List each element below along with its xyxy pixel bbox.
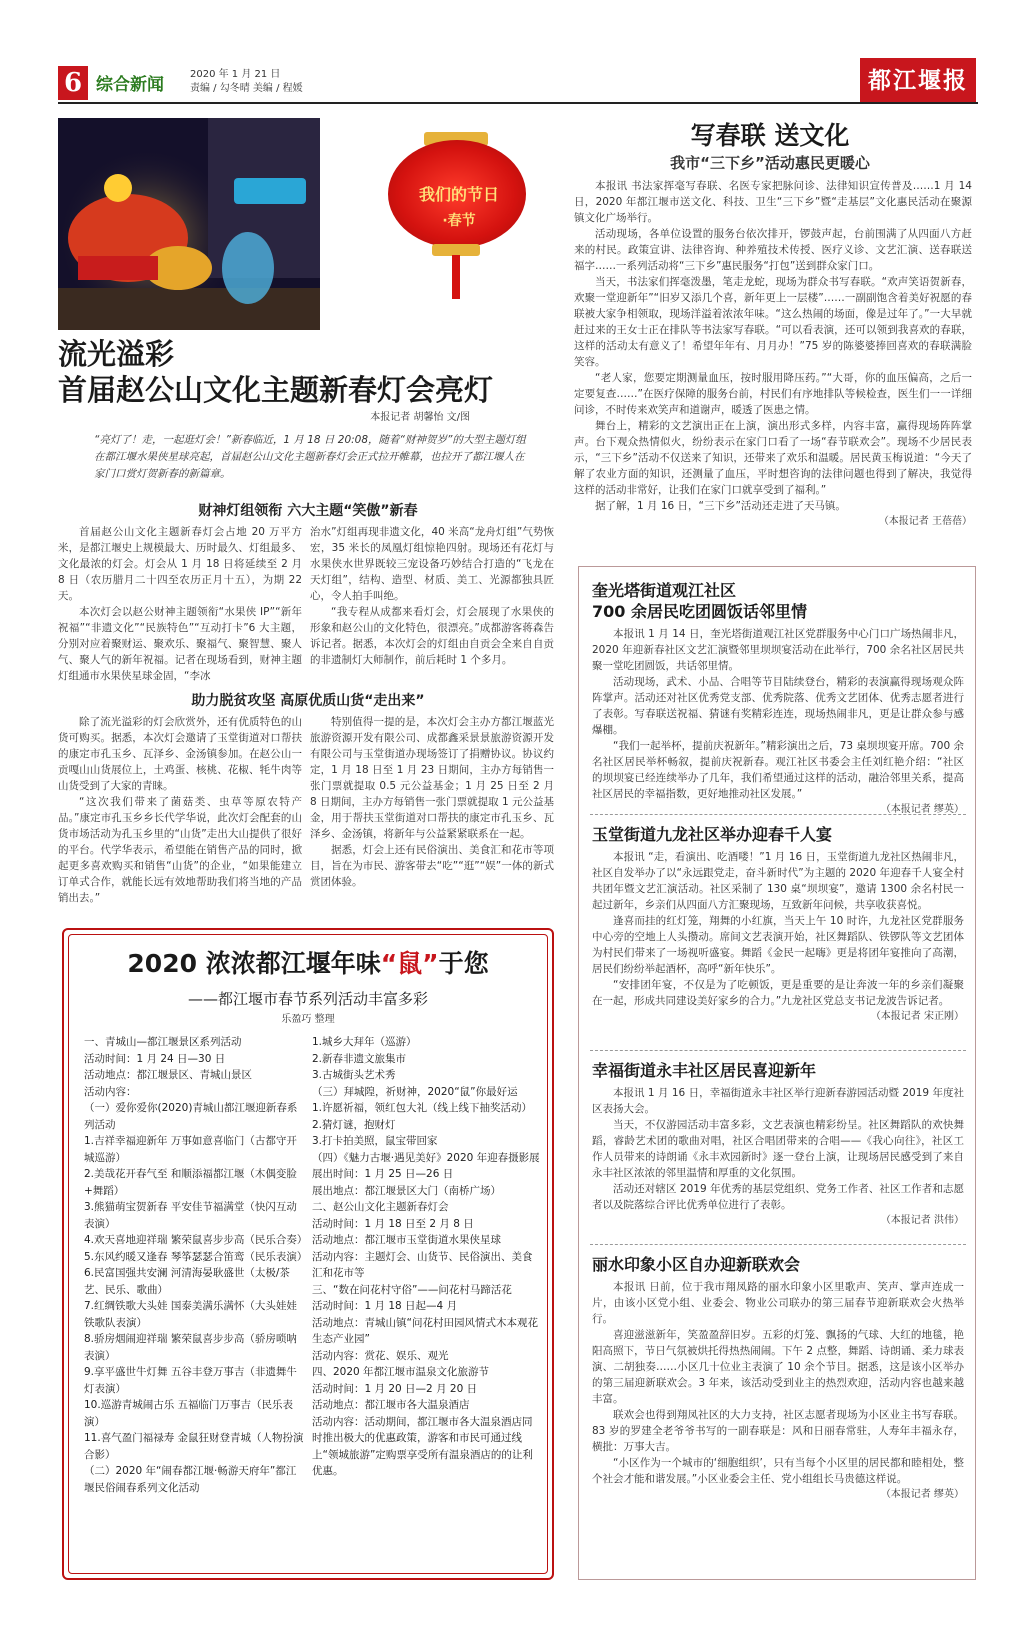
event-line: 5.东风约暖又逢春 琴筝瑟瑟合笛鸾（民乐表演） — [84, 1250, 308, 1263]
event-line: 8.骄房烟闹迎祥瑞 繁荣鼠喜步步高（骄房唢呐表演） — [84, 1333, 297, 1362]
title-highlight: “鼠” — [380, 949, 439, 978]
feature-col-2 — [310, 524, 554, 668]
feature-headline — [58, 336, 558, 408]
paragraph: 治水”灯组再现非遗文化，40 米高“龙舟灯组”气势恢宏，35 米长的凤凰灯组惊艳四射。现场还有花灯与水果侠水世界既较三宠设备巧妙结合打造的“飞龙在天灯组”，结构、造型、材质、美工、光源都独具匠心，令人拍手叫绝。 — [310, 526, 554, 602]
byline: （本报记者 王蓓蓓） — [878, 516, 972, 527]
article-body — [574, 178, 972, 530]
paragraph: 活动现场，各单位设置的服务台依次排开，锣鼓声起，台前围满了从四面八方赶来的村民。政策宣讲、法律咨询、种养殖技术传授、医疗义诊、文艺汇演、送春联送福字……一系列活动将“三下乡”惠民服务“打包”送到群众家门口。 — [574, 228, 972, 272]
event-line: 3.打卡拍美照，鼠宝带回家 — [312, 1135, 438, 1147]
feature-col-4 — [310, 714, 554, 890]
events-col-right — [312, 1034, 542, 1480]
paragraph: 活动还对辖区 2019 年优秀的基层党组织、党务工作者、社区工作者和志愿者以及院落综合评比优秀单位进行了表彰。 — [592, 1183, 964, 1211]
story-lishui — [592, 1254, 964, 1503]
byline: （本报记者 洪伟） — [880, 1215, 964, 1226]
event-line: （四）《魅力古堰·遇见美好》2020 年迎春摄影展 — [312, 1151, 540, 1164]
title-part: 2020 浓浓都江堰年味 — [127, 949, 381, 978]
lantern-tassel — [452, 255, 460, 299]
event-line: 1.吉祥幸福迎新年 万事如意喜临门（古都守开城巡游） — [84, 1135, 297, 1164]
event-line: 活动地点：青城山镇“问花村田园风情式木本观花生态产业园” — [312, 1316, 538, 1345]
feature-headline-line2: 首届赵公山文化主题新春灯会亮灯 — [58, 373, 494, 407]
lantern-text-2: ·春节 — [442, 213, 476, 229]
story-body — [592, 626, 964, 818]
story-yongfeng — [592, 1060, 964, 1229]
event-line: 活动时间：1 月 20 日—2 月 20 日 — [312, 1382, 478, 1395]
section-name: 综合新闻 — [96, 75, 164, 95]
paragraph: 本次灯会以赵公财神主题领衔“水果侠 IP”“新年祝福”“非遗文化”“民族特色”“互动打卡”6 大主题，分别对应着聚财运、聚欢乐、聚福气、聚智慧、聚人气、聚人气的新年祝福。记者在现场看到，财神主题灯组通市水果侠星球金固，“李冰 — [58, 606, 302, 682]
event-line: 9.享平盛世牛灯舞 五谷丰登万事吉（非遗舞牛灯表演） — [84, 1366, 297, 1395]
feature-credit: 本报记者 胡馨怡 文/图 — [370, 412, 470, 423]
paragraph: 喜迎滋滋新年，笑盈盈辞旧岁。五彩的灯笼、飘扬的气球、大红的地毯，艳阳高照下，节日气氛被烘托得热热闹闹。下午 2 点整，舞蹈、诗朗诵、柔力球表演、二胡独奏……小区几十位业主表演了 10 余个节目。据悉，这是该小区举办的第三届迎新联欢会。3 年来，该活动受到业主的热烈欢迎，活动内容也越来越丰富。 — [592, 1329, 964, 1405]
byline: （本报记者 宋正刚） — [870, 1011, 964, 1022]
event-line: 6.民富国强共安澜 河清海晏耿盛世（太极/茶艺、民乐、歌曲） — [84, 1267, 290, 1296]
feature-col-3 — [58, 714, 302, 906]
lantern-text-1: 我们的节日 — [418, 185, 499, 204]
event-line: 2.美哉花开春气至 和顺添福都江堰（木偶变脸+舞蹈） — [84, 1168, 297, 1197]
event-line: 3.古城街头艺术秀 — [312, 1069, 396, 1081]
paragraph: 联欢会也得到翔凤社区的大力支持，社区志愿者现场为小区业主书写春联。83 岁的罗建全老爷爷书写的一副春联是：风和日丽春常驻，人寿年丰福永存，横批：万事大吉。 — [592, 1409, 964, 1453]
story-title: 玉堂街道九龙社区举办迎春千人宴 — [592, 825, 833, 844]
feature-col-1 — [58, 524, 302, 684]
paragraph: “老人家，您要定期测量血压，按时服用降压药。”“大哥，你的血压偏高，之后一定要复查……”在医疗保障的服务台前，村民们有序地排队等候检查，医生们一一详细问诊，不时传来欢笑声和道谢声，暖透了医患之情。 — [574, 372, 972, 416]
paragraph: 本报讯 日前，位于我市翔凤路的丽水印象小区里歌声、笑声、掌声连成一片，由该小区党小组、业委会、物业公司联办的第三届春节迎新联欢会火热举行。 — [592, 1281, 964, 1325]
story-body — [592, 1279, 964, 1503]
event-line: 活动时间：1 月 18 日起—4 月 — [312, 1300, 458, 1312]
feature-lead: “亮灯了！走，一起逛灯会！”新春临近，1 月 18 日 20:08，随着“财神贺岁”的大型主题灯组在都江堰水果侠星球亮起，首届赵公山文化主题新春灯会正式拉开帷幕，也拉开了都江堰人在家门口赏灯贺新春的新篇章。 — [94, 434, 526, 480]
events-box-author: 乐盈巧 整理 — [281, 1014, 335, 1025]
event-line: 2.新春非遗文旅集市 — [312, 1052, 407, 1065]
story-title: 丽水印象小区自办迎新联欢会 — [592, 1255, 801, 1274]
article-subtitle: 我市“三下乡”活动惠民更暖心 — [670, 154, 870, 172]
story-body — [592, 849, 964, 1025]
story-guanjiang — [592, 580, 964, 818]
event-line: 1.城乡大拜年（巡游） — [312, 1036, 417, 1048]
paragraph: 据了解，1 月 16 日，“三下乡”活动还走进了天马镇。 — [595, 500, 846, 512]
page-number: 6 — [58, 66, 88, 100]
lantern-festival-photo — [58, 118, 320, 330]
editors: 责编 / 勾冬晴 美编 / 程媛 — [190, 83, 303, 94]
paragraph: “这次我们带来了菌菇类、虫草等原农特产品。”康定市孔玉乡乡长代学华说，此次灯会配套的山货市场活动为孔玉乡里的“山货”走出大山提供了很好的平台。代学华表示，希望能在销售产品的同时，掀起更多喜欢购买和销售“山货”的企业，“如果能建立订单式合作，就能长远有效地帮助我们将当地的产品销出去。” — [58, 796, 302, 904]
paragraph: 舞台上，精彩的文艺演出正在上演，演出形式多样，内容丰富，赢得现场阵阵掌声。台下观众热情似火，纷纷表示在家门口看了一场“春节联欢会”。现场不少居民表示，“三下乡”活动不仅送来了知识，还带来了欢乐和温暖。居民黄玉梅说道：“今天了解了农业方面的知识，还测量了血压，平时想咨询的法律问题也得到了解决，我觉得这样的活动非常好，让我们在家门口就享受到了福利。” — [574, 420, 972, 496]
paragraph: 本报讯 1 月 14 日，奎光塔街道观江社区党群服务中心门口广场热闹非凡，2020 年迎新春社区文艺汇演暨邻里坝坝宴活动在此举行，700 余名社区居民共聚一堂吃团圆饭，共话邻里情。 — [592, 628, 964, 672]
event-line: 4.欢天喜地迎祥瑞 繁荣鼠喜步步高（民乐合奏） — [84, 1234, 308, 1246]
event-line: 活动时间：1 月 24 日—30 日 — [84, 1052, 226, 1065]
paragraph: 活动现场，武术、小品、合唱等节目陆续登台，精彩的表演赢得现场观众阵阵掌声。活动还对社区优秀党支部、优秀院落、优秀文艺团体、优秀志愿者进行了表彰。写春联送祝福、猜谜有奖精彩连连，现场热闹非凡，更是让群众参与感爆棚。 — [592, 676, 964, 736]
event-line: 活动内容：赏花、娱乐、观光 — [312, 1349, 449, 1362]
masthead-logo: 都江堰报 — [860, 58, 976, 104]
issue-date-editors — [190, 68, 303, 96]
divider — [590, 1050, 966, 1051]
divider — [590, 1244, 966, 1245]
events-box-title — [70, 944, 546, 980]
event-line: 3.熊猫萌宝贺新春 平安佳节福满堂（快闪互动表演） — [84, 1201, 297, 1230]
event-line: 活动时间：1 月 18 日至 2 月 8 日 — [312, 1217, 474, 1230]
story-title: 幸福街道永丰社区居民喜迎新年 — [592, 1061, 817, 1080]
article-title: 写春联 送文化 — [690, 121, 850, 150]
story-title: 奎光塔街道观江社区 — [592, 581, 737, 600]
photo-illustration — [58, 118, 320, 330]
event-line: 一、青城山—都江堰景区系列活动 — [84, 1036, 242, 1048]
event-line: 1.许愿祈福，领红包大礼（线上线下抽奖活动） — [312, 1102, 533, 1114]
event-line: 活动地点：都江堰景区、青城山景区 — [84, 1069, 252, 1081]
feature-subhead-1: 财神灯组领衔 六大主题“笑傲”新春 — [198, 503, 418, 519]
event-line: 2.猜灯谜，抱财灯 — [312, 1118, 396, 1131]
event-line: 11.喜气盈门福禄寿 金鼠狂财登青城（人物扮演合影） — [84, 1432, 304, 1461]
paragraph: 据悉，灯会上还有民俗演出、美食汇和花市等项目，旨在为市民、游客带去“吃”“逛”“娱”一体的新式赏团体验。 — [310, 844, 554, 888]
paragraph: “安排团年宴，不仅是为了吃顿饭，更是重要的是让奔波一年的乡亲们凝聚在一起，形成共同建设美好家乡的合力。”九龙社区党总支书记龙波告诉记者。 — [592, 979, 964, 1007]
event-line: 展出时间：1 月 25 日—26 日 — [312, 1168, 454, 1180]
paragraph: “我们一起举杯，提前庆祝新年。”精彩演出之后，73 桌坝坝宴开席。700 余名社区居民举杯畅叙，提前庆祝新春。观江社区书委会主任刘红艳介绍：“社区的坝坝宴已经连续举办了几年，我们希望通过这样的活动，融洽邻里关系，提高社区居民的幸福指数，更好地推动社区发展。” — [592, 740, 964, 800]
event-line: 二、赵公山文化主题新春灯会 — [312, 1201, 449, 1213]
paragraph: 逢喜而挂的红灯笼，翔舞的小红旗，当天上午 10 时许，九龙社区党群服务中心旁的空地上人头攒动。席间文艺表演开始，社区舞蹈队、铁锣队等文艺团体为村民们带来了一场视听盛宴。舞蹈《金民一起嗨》更是将团年宴推向了高潮，居民们纷纷举起酒杯，高呼“新年快乐”。 — [592, 915, 964, 975]
paragraph: 本报讯 书法家挥毫写春联、名医专家把脉问诊、法律知识宣传普及……1 月 14 日，2020 年都江堰市送文化、科技、卫生“三下乡”暨“走基层”文化惠民活动在聚源镇文化广场举行。 — [574, 180, 972, 224]
event-line: 活动地点：都江堰市各大温泉酒店 — [312, 1399, 470, 1411]
event-line: 10.巡游青城闹古乐 五福临门万事吉（民乐表演） — [84, 1399, 294, 1428]
feature-subhead-2: 助力脱贫攻坚 高原优质山货“走出来” — [191, 693, 425, 709]
divider — [590, 814, 966, 815]
event-line: 展出地点：都江堰景区大门（南桥广场） — [312, 1184, 501, 1197]
event-line: 活动地点：都江堰市玉堂街道水果侠星球 — [312, 1234, 501, 1246]
story-jiulong — [592, 824, 964, 1025]
paragraph: “我专程从成都来看灯会，灯会展现了水果侠的形象和赵公山的文化特色，很漂亮。”成都游客蒋森告诉记者。据悉，本次灯会的灯组由自贡会全来自自贡的非遗制灯大师制作，前后耗时 1 个多月。 — [310, 606, 554, 666]
event-line: 活动内容：主题灯会、山货节、民俗演出、美食汇和花市等 — [312, 1250, 533, 1279]
byline: （本报记者 缪英） — [880, 1489, 964, 1500]
event-line: （一）爱你爱你(2020)青城山都江堰迎新春系列活动 — [84, 1102, 298, 1131]
paragraph: 当天，不仅游园活动丰富多彩，文艺表演也精彩纷呈。社区舞蹈队的欢快舞蹈，睿龄艺术团的歌曲对唱，社区合唱团带来的合唱——《我心向往》，社区工作人员带来的诗朗诵《永丰欢园新时》逐一登台上演，让现场居民感受到了来自永丰社区浓浓的邻里温情和厚重的文化氛围。 — [592, 1119, 964, 1179]
paragraph: 首届赵公山文化主题新春灯会占地 20 万平方米，是都江堰史上规模最大、历时最久、灯组最多、文化最浓的灯会。灯会从 1 月 18 日将延续至 2 月 8 日（农历腊月二十四至农历正月十五），为期 22 天。 — [58, 526, 302, 602]
event-line: 活动内容： — [84, 1085, 137, 1098]
paragraph: 本报讯 “走，看演出、吃酒喽！”1 月 16 日，玉堂街道九龙社区热闹非凡，社区自发举办了以“永远跟党走，奋斗新时代”为主题的 2020 年迎春千人宴全村共团年暨文艺汇演活动。社区采制了 130 桌“坝坝宴”，邀请 1300 余名村民一起过新年，乡亲们从四面八方汇聚现场，互致新年问候，共享收获喜悦。 — [592, 851, 964, 911]
event-line: （三）拜城隍，祈财神，2020“鼠”你最好运 — [312, 1085, 518, 1098]
story-title: 700 余居民吃团圆饭话邻里情 — [592, 602, 807, 621]
paragraph: 当天，书法家们挥毫泼墨，笔走龙蛇，现场为群众书写春联。“欢声笑语贺新春，欢聚一堂迎新年”“旧岁又添几个喜，新年更上一层楼”……一副副饱含着美好祝愿的春联被大家争相领取，现场洋溢着浓浓年味。“这么热闹的场面，像是过年了。”一大早就赶过来的王女士正在排队等书法家写春联。“可以看表演，还可以领到我喜欢的春联，这样的活动太有意义了！希望年年有、月月办！”75 岁的陈婆婆捧回喜欢的春联满脸笑容。 — [574, 276, 972, 368]
paragraph: 本报讯 1 月 16 日，幸福街道永丰社区举行迎新春游园活动暨 2019 年度社区表扬大会。 — [592, 1087, 964, 1115]
event-line: 活动内容：活动期间，都江堰市各大温泉酒店同时推出极大的优惠政策，游客和市民可通过线上“领城旅游”定购票享受所有温泉酒店的的让利优惠。 — [312, 1415, 533, 1477]
events-col-left — [84, 1034, 308, 1496]
event-line: 三、“数在问花村守俗”——问花村马蹄活花 — [312, 1283, 512, 1296]
issue-date: 2020 年 1 月 21 日 — [190, 69, 281, 80]
event-line: 7.红绸铁歌大头娃 国泰美满乐满怀（大头娃娃铁歌队表演） — [84, 1300, 297, 1329]
paragraph: 除了流光溢彩的灯会欣赏外，还有优质特色的山货可购买。据悉，本次灯会邀请了玉堂街道对口帮扶的康定市孔玉乡、瓦泽乡、金汤镇参加。在赵公山一贡嘎山山货展位上，土鸡蛋、核桃、花椒、牦牛肉等山货受到了大家的青睐。 — [58, 716, 302, 792]
event-line: （二）2020 年“闹春都江堰·畅游天府年”都江堰民俗闹春系列文化活动 — [84, 1465, 297, 1494]
story-body — [592, 1085, 964, 1229]
paragraph: “小区作为一个城市的‘细胞组织’，只有当每个小区里的居民都和睦相处，整个社会才能和谐发展。”小区业委会主任、党小组组长马贵德这样说。 — [592, 1457, 964, 1485]
byline: （本报记者 缪英） — [880, 804, 964, 815]
events-box-subtitle: ——都江堰市春节系列活动丰富多彩 — [187, 990, 428, 1008]
header-rule — [58, 102, 978, 104]
paragraph: 特别值得一提的是，本次灯会主办方都江堰蓝光旅游资源开发有限公司、成都鑫采景景旅游资源开发有限公司与玉堂街道办现场签订了捐赠协议。协议约定，1 月 18 日至 1 月 23 日期间，主办方每销售一张门票就提取 0.5 元公益基金；1 月 25 日至 2 月 8 日期间，主办方每销售一张门票就提取 1 元公益基金，用于帮扶玉堂街道对口帮扶的康定市孔玉乡、瓦泽乡、金汤镇，将新年与公益紧紧联系在一起。 — [310, 716, 554, 840]
title-part: 于您 — [438, 949, 489, 978]
event-line: 四、2020 年都江堰市温泉文化旅游节 — [312, 1366, 490, 1378]
feature-headline-line1: 流光溢彩 — [58, 337, 175, 371]
